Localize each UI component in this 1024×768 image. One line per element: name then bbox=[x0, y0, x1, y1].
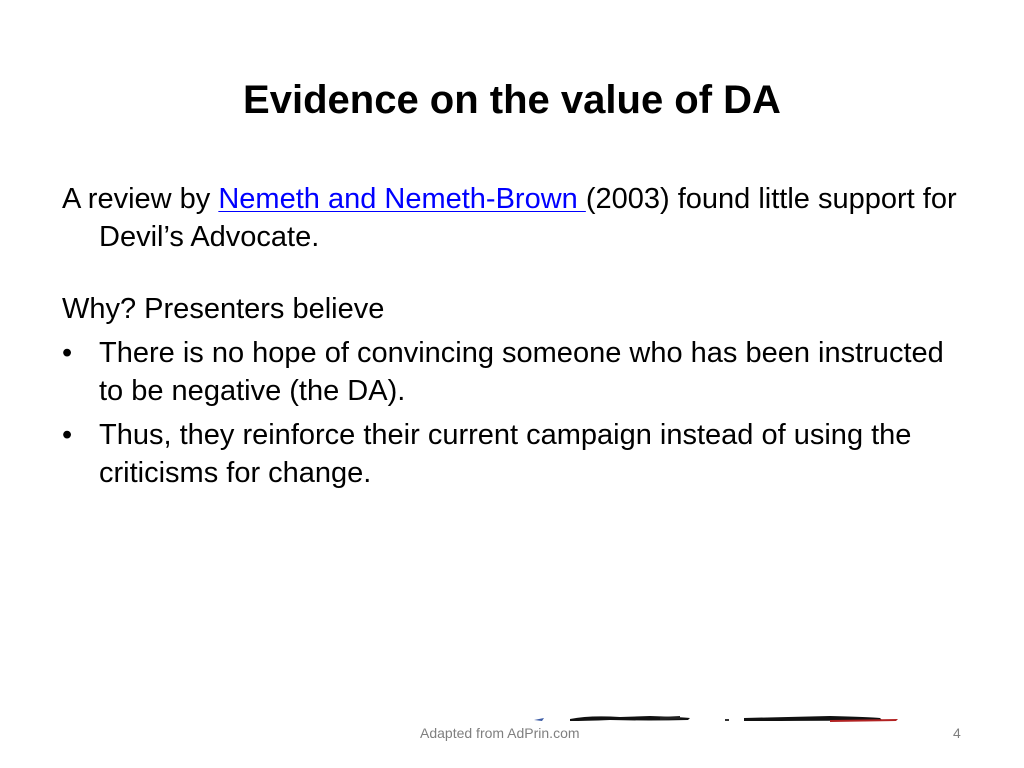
footer-ink-smudge bbox=[530, 712, 900, 724]
bullet-list bbox=[62, 334, 962, 492]
footer-source: Adapted from AdPrin.com bbox=[420, 725, 580, 741]
bullet-text: Thus, they reinforce their current campaign instead of using the criticisms for change. bbox=[99, 419, 912, 489]
bullet-item bbox=[62, 334, 962, 410]
bullet-icon: • bbox=[62, 337, 73, 369]
nemeth-link[interactable]: Nemeth and Nemeth-Brown bbox=[218, 183, 586, 215]
review-suffix: (2003) found little support for Devil’s Advocate. bbox=[99, 183, 957, 253]
bullet-item bbox=[62, 416, 962, 492]
review-prefix: A review by bbox=[62, 183, 219, 215]
bullet-text: There is no hope of convincing someone who has been instructed to be negative (the DA). bbox=[99, 337, 944, 407]
bullet-icon: • bbox=[62, 419, 73, 451]
slide-title: Evidence on the value of DA bbox=[243, 78, 781, 122]
review-paragraph bbox=[62, 180, 962, 256]
why-paragraph: Why? Presenters believe bbox=[62, 293, 385, 325]
slide-body bbox=[62, 180, 962, 498]
page-number: 4 bbox=[953, 725, 961, 741]
